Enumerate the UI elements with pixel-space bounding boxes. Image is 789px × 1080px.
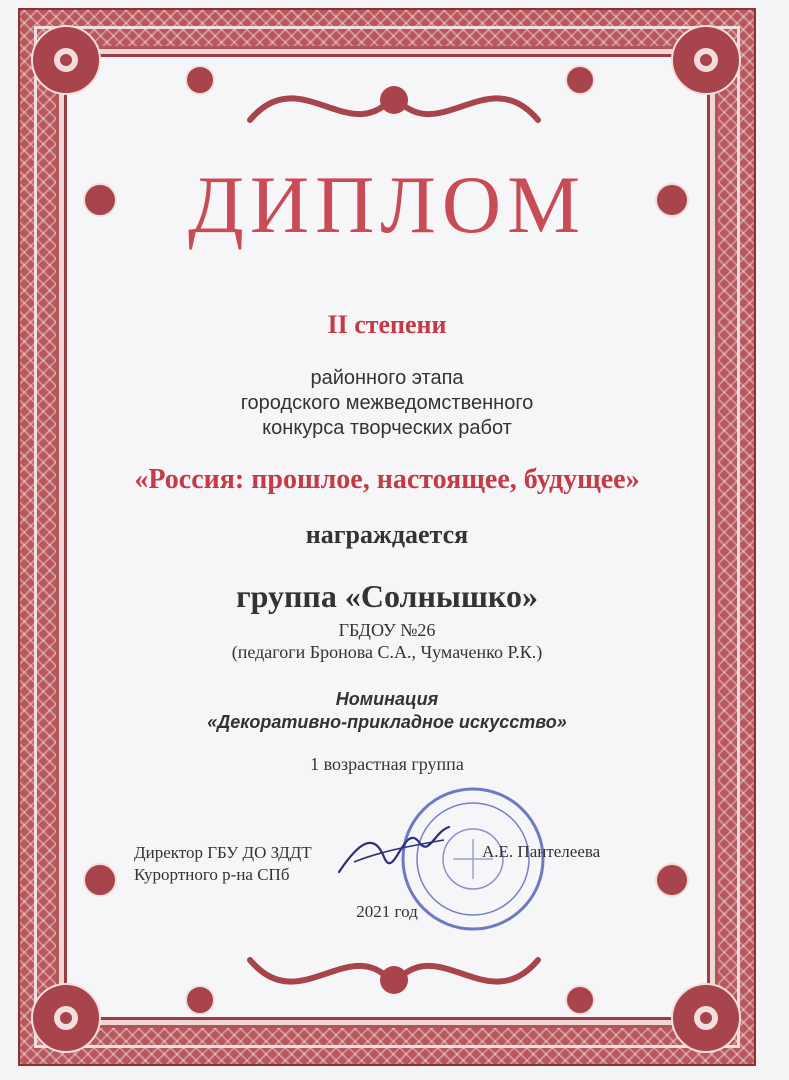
age-group: 1 возрастная группа <box>310 754 464 774</box>
degree-text: II степени <box>327 310 447 339</box>
signer-name: А.Е. Пантелеева <box>482 842 601 861</box>
signer-title <box>134 842 312 886</box>
awardee-organization: ГБДОУ №26 <box>338 620 436 640</box>
contest-stage-description <box>64 366 710 441</box>
signer-title-line: Директор ГБУ ДО ЗДДТ <box>134 843 312 862</box>
awardee-group: группа «Солнышко» <box>236 578 538 614</box>
signer-title-line: Курортного р-на СПб <box>134 865 290 884</box>
stage-line: городского межведомственного <box>240 392 534 414</box>
nomination-label: Номинация <box>335 689 439 709</box>
stage-line: конкурса творческих работ <box>262 417 512 439</box>
contest-name: «Россия: прошлое, настоящее, будущее» <box>134 464 640 495</box>
diploma-title: ДИПЛОМ <box>187 159 587 250</box>
nomination-name: «Декоративно-прикладное искусство» <box>207 712 567 732</box>
awardee-teachers: (педагоги Бронова С.А., Чумаченко Р.К.) <box>231 642 543 662</box>
issue-year: 2021 год <box>356 902 418 921</box>
stage-line: районного этапа <box>310 367 464 389</box>
nomination <box>64 688 710 734</box>
signature-icon <box>334 812 454 882</box>
awarded-label: награждается <box>305 520 469 549</box>
diploma-content <box>64 54 710 1020</box>
